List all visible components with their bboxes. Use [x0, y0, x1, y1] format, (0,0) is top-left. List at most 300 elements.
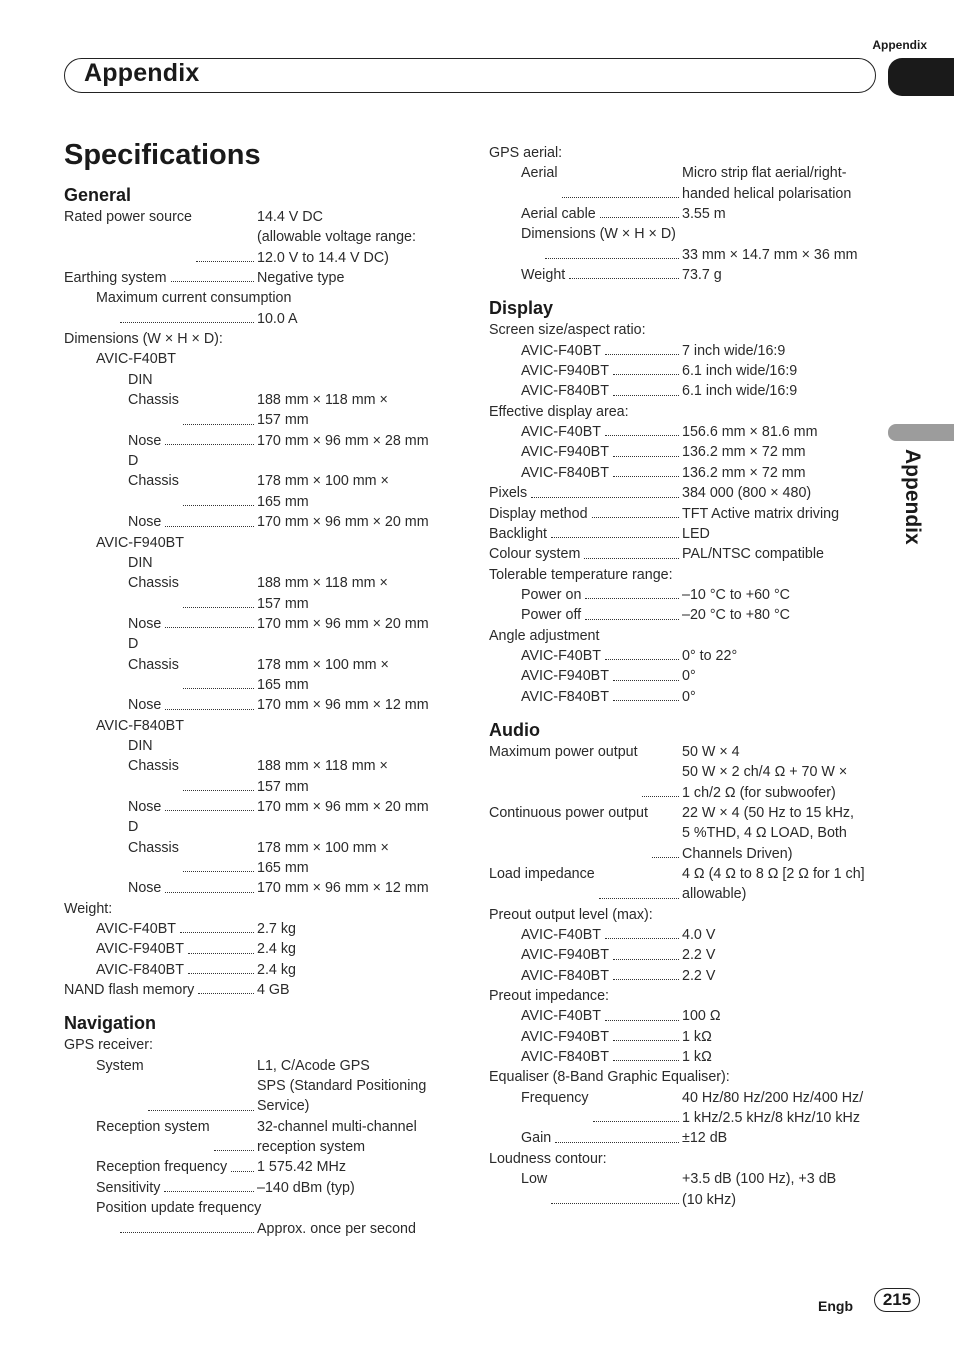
spec-label-wrap	[521, 1169, 682, 1210]
spec-label: AVIC-F940BT	[521, 363, 609, 380]
spec-label: AVIC-F40BT	[96, 351, 176, 368]
spec-label: System	[96, 1057, 144, 1074]
spec-label: Angle adjustment	[489, 627, 600, 644]
spec-row	[489, 925, 879, 945]
spec-row	[489, 666, 879, 686]
spec-row	[489, 1027, 879, 1047]
spec-row	[64, 1157, 454, 1177]
spec-row	[489, 1047, 879, 1067]
spec-value: 170 mm × 96 mm × 12 mm	[257, 697, 429, 714]
spec-label: Rated power source	[64, 209, 192, 225]
dot-leader	[613, 442, 679, 456]
spec-row	[64, 349, 454, 369]
spec-label: AVIC-F40BT	[521, 927, 601, 944]
spec-label-wrap	[521, 925, 682, 945]
spec-row	[64, 370, 454, 390]
spec-label: Sensitivity	[96, 1179, 161, 1196]
spec-label-wrap	[521, 341, 682, 361]
spec-label: Gain	[521, 1130, 552, 1147]
spec-label: DIN	[128, 371, 153, 388]
spec-row	[489, 463, 879, 483]
spec-label: Dimensions (W × H × D):	[64, 331, 223, 348]
spec-label-wrap	[128, 695, 257, 715]
spec-row	[489, 442, 879, 462]
spec-label: Loudness contour:	[489, 1150, 607, 1167]
spec-row	[64, 695, 454, 715]
dot-leader	[165, 512, 254, 526]
dot-leader	[165, 614, 254, 628]
spec-row	[489, 986, 879, 1006]
spec-value: 4.0 V	[682, 927, 716, 944]
spec-label: Nose	[128, 432, 162, 449]
spec-row	[64, 1035, 454, 1055]
spec-label-wrap	[521, 204, 682, 224]
spec-label: DIN	[128, 737, 153, 754]
spec-row	[64, 614, 454, 634]
spec-row	[489, 504, 879, 524]
spec-row	[489, 1006, 879, 1026]
spec-label: DIN	[128, 554, 153, 571]
spec-value: 2.4 kg	[257, 961, 296, 978]
spec-row	[64, 329, 454, 349]
spec-value: 100 Ω	[682, 1008, 721, 1025]
dot-leader	[196, 207, 254, 262]
spec-label: GPS aerial:	[489, 145, 563, 161]
spec-row	[489, 646, 879, 666]
dot-leader	[584, 544, 679, 558]
spec-row	[489, 245, 879, 265]
spec-label: AVIC-F940BT	[521, 947, 609, 964]
spec-row	[64, 573, 454, 614]
spec-label-wrap	[521, 585, 682, 605]
running-header-label: Appendix	[872, 38, 927, 52]
spec-value: 384 000 (800 × 480)	[682, 485, 812, 502]
spec-row	[489, 381, 879, 401]
spec-label-wrap	[128, 431, 257, 451]
spec-label-wrap	[489, 803, 682, 864]
spec-label-wrap	[64, 980, 257, 1000]
spec-label-wrap	[489, 504, 682, 524]
spec-label: Chassis	[128, 392, 179, 409]
spec-label: Reception system	[96, 1118, 210, 1135]
spec-label: Backlight	[489, 525, 548, 542]
spec-value: 32-channel multi-channel reception system	[257, 1118, 417, 1156]
spec-row	[64, 736, 454, 756]
spec-row	[489, 626, 879, 646]
spec-row	[64, 553, 454, 573]
spec-row	[489, 1088, 879, 1129]
dot-leader	[148, 1056, 254, 1111]
spec-label-wrap	[96, 1056, 257, 1117]
spec-label: AVIC-F940BT	[521, 1028, 609, 1045]
spec-label: AVIC-F840BT	[521, 967, 609, 984]
spec-label: Dimensions (W × H × D)	[521, 226, 676, 243]
dot-leader	[171, 268, 254, 282]
spec-label-wrap	[96, 960, 257, 980]
dot-leader	[605, 422, 679, 436]
spec-label: AVIC-F840BT	[521, 1049, 609, 1066]
spec-label: AVIC-F940BT	[96, 941, 184, 958]
spec-label: Nose	[128, 798, 162, 815]
spec-row	[64, 634, 454, 654]
section-header-block	[888, 58, 954, 96]
spec-label-wrap	[489, 742, 682, 803]
dot-leader	[120, 309, 254, 323]
spec-row	[64, 655, 454, 696]
spec-label-wrap	[521, 1128, 682, 1148]
section-heading-display: Display	[489, 298, 554, 319]
spec-value: 1 kΩ	[682, 1049, 712, 1066]
spec-label: Colour system	[489, 546, 581, 563]
spec-label-wrap	[521, 381, 682, 401]
spec-row	[64, 533, 454, 553]
spec-row	[64, 980, 454, 1000]
spec-label-wrap	[521, 1088, 682, 1129]
spec-label: AVIC-F40BT	[521, 647, 601, 664]
spec-label: Low	[521, 1171, 548, 1188]
spec-label: AVIC-F840BT	[521, 464, 609, 481]
spec-label-wrap	[128, 756, 257, 797]
spec-row	[64, 451, 454, 471]
spec-label: Effective display area:	[489, 403, 629, 420]
dot-leader	[613, 687, 679, 701]
spec-value: 73.7 g	[682, 267, 722, 284]
spec-label: NAND flash memory	[64, 982, 195, 999]
dot-leader	[180, 919, 254, 933]
spec-value: 3.55 m	[682, 206, 726, 223]
dot-leader	[183, 471, 254, 506]
dot-leader	[188, 939, 254, 953]
dot-leader	[545, 245, 679, 259]
spec-label: AVIC-F40BT	[96, 921, 176, 938]
spec-value: 40 Hz/80 Hz/200 Hz/400 Hz/ 1 kHz/2.5 kHz/8 kHz/10 kHz	[682, 1089, 864, 1127]
spec-value: 170 mm × 96 mm × 20 mm	[257, 615, 429, 632]
spec-label-wrap	[521, 163, 682, 204]
spec-label: Weight:	[64, 900, 113, 917]
spec-row	[489, 224, 879, 244]
spec-row	[64, 939, 454, 959]
dot-leader	[165, 695, 254, 709]
spec-value: 188 mm × 118 mm × 157 mm	[257, 575, 388, 612]
dot-leader	[165, 797, 254, 811]
spec-row	[64, 390, 454, 431]
dot-leader	[592, 504, 679, 518]
spec-label-wrap	[96, 1178, 257, 1198]
dot-leader	[613, 945, 679, 959]
spec-value: ±12 dB	[682, 1130, 728, 1147]
spec-label-wrap	[64, 207, 257, 268]
spec-label-wrap	[96, 1219, 257, 1239]
spec-label-wrap	[128, 390, 257, 431]
spec-row	[64, 838, 454, 879]
dot-leader	[183, 655, 254, 690]
spec-label: Frequency	[521, 1089, 589, 1106]
spec-label: AVIC-F940BT	[521, 668, 609, 685]
page-title: Specifications	[64, 139, 261, 171]
spec-label: Nose	[128, 514, 162, 531]
spec-value: 170 mm × 96 mm × 28 mm	[257, 432, 429, 449]
spec-label: AVIC-F840BT	[521, 688, 609, 705]
spec-label: Power on	[521, 586, 582, 603]
dot-leader	[562, 163, 679, 198]
spec-label-wrap	[521, 666, 682, 686]
audio-spec-list	[489, 742, 879, 1210]
spec-row	[489, 803, 879, 864]
spec-row	[489, 341, 879, 361]
spec-row	[489, 864, 879, 905]
section-heading-general: General	[64, 185, 132, 205]
spec-label: AVIC-F940BT	[521, 444, 609, 461]
spec-label-wrap	[128, 512, 257, 532]
spec-row	[489, 742, 879, 803]
dot-leader	[551, 1169, 679, 1204]
spec-value: 178 mm × 100 mm × 165 mm	[257, 656, 389, 693]
spec-label: Maximum power output	[489, 743, 638, 760]
spec-row	[489, 361, 879, 381]
spec-row	[64, 1198, 454, 1218]
spec-row	[64, 512, 454, 532]
spec-label-wrap	[96, 1117, 257, 1158]
spec-label: Tolerable temperature range:	[489, 566, 673, 583]
spec-label: AVIC-F40BT	[521, 342, 601, 359]
spec-value: L1, C/Acode GPS SPS (Standard Positioning Service)	[257, 1057, 427, 1115]
spec-value: 6.1 inch wide/16:9	[682, 363, 798, 380]
spec-label: Display method	[489, 505, 588, 522]
dot-leader	[605, 1006, 679, 1020]
dot-leader	[600, 204, 679, 218]
spec-row	[64, 878, 454, 898]
spec-label: AVIC-F840BT	[521, 383, 609, 400]
spec-value: 136.2 mm × 72 mm	[682, 464, 806, 481]
spec-label-wrap	[489, 544, 682, 564]
spec-value: 0°	[682, 668, 696, 685]
spec-row	[489, 1149, 879, 1169]
spec-value: PAL/NTSC compatible	[682, 546, 824, 563]
dot-leader	[605, 646, 679, 660]
spec-label: Weight	[521, 267, 566, 284]
dot-leader	[214, 1117, 254, 1152]
spec-label: D	[128, 636, 139, 653]
dot-leader	[551, 524, 679, 538]
spec-value: –20 °C to +80 °C	[682, 607, 791, 624]
spec-label: D	[128, 453, 139, 470]
dot-leader	[164, 1178, 254, 1192]
dot-leader	[120, 1219, 254, 1233]
spec-value: 178 mm × 100 mm × 165 mm	[257, 473, 389, 510]
side-tab-marker	[888, 424, 954, 441]
spec-value: 10.0 A	[257, 310, 298, 327]
spec-row	[64, 309, 454, 329]
dot-leader	[642, 742, 679, 797]
spec-row	[64, 288, 454, 308]
general-spec-list	[64, 207, 454, 1000]
spec-label: Chassis	[128, 575, 179, 592]
spec-row	[64, 431, 454, 451]
spec-label: Chassis	[128, 758, 179, 775]
dot-leader	[613, 1047, 679, 1061]
spec-value: TFT Active matrix driving	[682, 505, 840, 522]
dot-leader	[599, 864, 679, 899]
spec-value: 170 mm × 96 mm × 20 mm	[257, 514, 429, 531]
spec-row	[489, 402, 879, 422]
dot-leader	[183, 390, 254, 425]
spec-value: 2.4 kg	[257, 941, 296, 958]
spec-row	[489, 1067, 879, 1087]
spec-row	[489, 483, 879, 503]
dot-leader	[183, 573, 254, 608]
spec-row	[489, 524, 879, 544]
spec-row	[489, 320, 879, 340]
spec-value: 136.2 mm × 72 mm	[682, 444, 806, 461]
spec-label: Pixels	[489, 485, 528, 502]
spec-value: 178 mm × 100 mm × 165 mm	[257, 839, 389, 876]
spec-label: Power off	[521, 607, 582, 624]
spec-label-wrap	[128, 614, 257, 634]
spec-label: Nose	[128, 615, 162, 632]
spec-row	[64, 1056, 454, 1117]
dot-leader	[613, 463, 679, 477]
spec-label-wrap	[128, 878, 257, 898]
display-spec-list	[489, 320, 879, 707]
gps-aerial-spec-list	[489, 143, 879, 285]
spec-value: Negative type	[257, 270, 345, 287]
spec-label: AVIC-F840BT	[96, 961, 184, 978]
spec-label: Nose	[128, 697, 162, 714]
spec-row	[489, 966, 879, 986]
section-heading-audio: Audio	[489, 719, 540, 740]
dot-leader	[605, 341, 679, 355]
spec-label: Preout output level (max):	[489, 906, 653, 923]
spec-value: 170 mm × 96 mm × 20 mm	[257, 798, 429, 815]
spec-value: 2.7 kg	[257, 921, 296, 938]
dot-leader	[613, 1027, 679, 1041]
spec-label: Aerial cable	[521, 206, 596, 223]
navigation-spec-list	[64, 1035, 454, 1238]
spec-label: AVIC-F40BT	[521, 424, 601, 441]
spec-row	[489, 265, 879, 285]
spec-row	[64, 471, 454, 512]
spec-row	[489, 1128, 879, 1148]
spec-label: Continuous power output	[489, 804, 648, 821]
dot-leader	[593, 1088, 679, 1123]
dot-leader	[231, 1157, 254, 1171]
spec-label-wrap	[128, 655, 257, 696]
spec-row	[489, 1169, 879, 1210]
spec-value: Approx. once per second	[257, 1220, 416, 1237]
spec-row	[64, 1219, 454, 1239]
spec-row	[489, 565, 879, 585]
spec-label-wrap	[96, 309, 257, 329]
spec-row	[64, 1117, 454, 1158]
spec-row	[64, 960, 454, 980]
spec-row	[489, 422, 879, 442]
spec-label-wrap	[521, 245, 682, 265]
dot-leader	[613, 666, 679, 680]
spec-label-wrap	[521, 646, 682, 666]
spec-label-wrap	[128, 797, 257, 817]
spec-row	[489, 945, 879, 965]
spec-label-wrap	[521, 361, 682, 381]
spec-label-wrap	[128, 471, 257, 512]
section-heading-navigation: Navigation	[64, 1013, 157, 1034]
spec-label-wrap	[128, 573, 257, 614]
spec-label: Equaliser (8-Band Graphic Equaliser):	[489, 1069, 730, 1086]
spec-row	[489, 687, 879, 707]
spec-label-wrap	[489, 483, 682, 503]
spec-row	[64, 1178, 454, 1198]
dot-leader	[613, 361, 679, 375]
spec-value: 14.4 V DC (allowable voltage range: 12.0 V to 14.4 V DC)	[257, 209, 416, 266]
spec-label-wrap	[521, 1027, 682, 1047]
dot-leader	[569, 265, 679, 279]
right-column	[489, 143, 879, 1210]
spec-value: 170 mm × 96 mm × 12 mm	[257, 880, 429, 897]
spec-value: Micro strip flat aerial/right- handed helical polarisation	[682, 165, 852, 202]
spec-row	[489, 143, 879, 163]
spec-row	[64, 268, 454, 288]
spec-label: Nose	[128, 880, 162, 897]
dot-leader	[613, 381, 679, 395]
spec-label: AVIC-F840BT	[96, 717, 184, 734]
dot-leader	[165, 878, 254, 892]
spec-value: 22 W × 4 (50 Hz to 15 kHz, 5 %THD, 4 Ω LOAD, Both Channels Driven)	[682, 804, 855, 862]
spec-row	[489, 585, 879, 605]
spec-value: 188 mm × 118 mm × 157 mm	[257, 758, 388, 795]
spec-row	[64, 207, 454, 268]
dot-leader	[183, 756, 254, 791]
page-number: 215	[874, 1288, 920, 1312]
spec-row	[64, 756, 454, 797]
spec-value: –10 °C to +60 °C	[682, 586, 791, 603]
dot-leader	[605, 925, 679, 939]
spec-label-wrap	[128, 838, 257, 879]
spec-value: 156.6 mm × 81.6 mm	[682, 424, 818, 441]
spec-label: Earthing system	[64, 270, 167, 287]
spec-label: GPS receiver:	[64, 1037, 153, 1054]
spec-label: Position update frequency	[96, 1200, 262, 1217]
spec-row	[64, 716, 454, 736]
spec-value: LED	[682, 525, 710, 542]
spec-row	[489, 163, 879, 204]
spec-label-wrap	[521, 1006, 682, 1026]
spec-label: Aerial	[521, 165, 558, 182]
spec-value: 6.1 inch wide/16:9	[682, 383, 798, 400]
spec-label: AVIC-F940BT	[96, 534, 184, 551]
spec-label: Chassis	[128, 473, 179, 490]
dot-leader	[613, 966, 679, 980]
spec-value: 188 mm × 118 mm × 157 mm	[257, 392, 388, 429]
spec-label-wrap	[489, 864, 682, 905]
dot-leader	[183, 838, 254, 873]
spec-label: Reception frequency	[96, 1159, 228, 1176]
spec-label-wrap	[521, 945, 682, 965]
spec-label-wrap	[521, 605, 682, 625]
spec-label: AVIC-F40BT	[521, 1008, 601, 1025]
dot-leader	[585, 605, 679, 619]
spec-label: D	[128, 819, 139, 836]
spec-label-wrap	[521, 687, 682, 707]
spec-label: Chassis	[128, 839, 179, 856]
dot-leader	[188, 960, 254, 974]
spec-value: +3.5 dB (100 Hz), +3 dB (10 kHz)	[682, 1171, 837, 1208]
spec-label-wrap	[96, 919, 257, 939]
spec-value: 1 kΩ	[682, 1028, 712, 1045]
spec-row	[64, 817, 454, 837]
spec-label: Preout impedance:	[489, 988, 610, 1005]
footer-language: Engb	[818, 1298, 853, 1314]
spec-label-wrap	[521, 422, 682, 442]
spec-label-wrap	[521, 463, 682, 483]
